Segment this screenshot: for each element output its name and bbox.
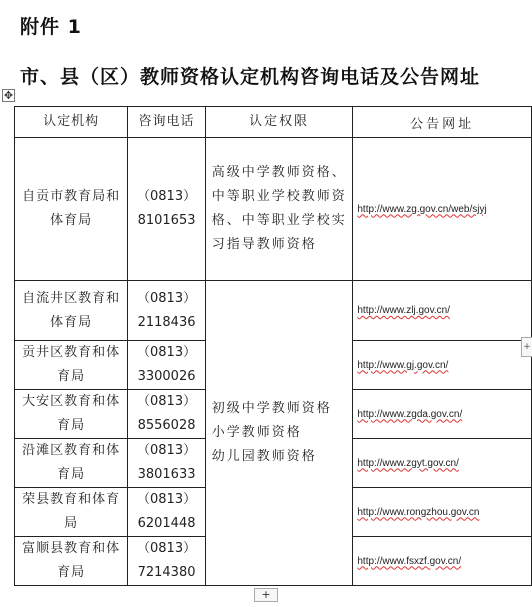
- tel-number: 6201448: [137, 516, 196, 531]
- tel-code: （0813）: [137, 492, 197, 507]
- table-row: [15, 138, 532, 281]
- url-cell: [353, 390, 532, 439]
- url-cell: [353, 341, 532, 390]
- table-header-row: [15, 107, 532, 138]
- tel-cell: [128, 138, 205, 281]
- url-cell: [353, 138, 532, 281]
- org-cell: [15, 138, 128, 281]
- url-link[interactable]: http://www.gj.gov.cn/: [357, 359, 449, 371]
- tel-cell: [128, 537, 205, 586]
- org-name: 自流井区教育和体育局: [22, 290, 121, 330]
- tel-number: 3801633: [137, 467, 196, 482]
- tel-code: （0813）: [137, 541, 197, 556]
- url-cell: [353, 537, 532, 586]
- table-resize-handle-icon[interactable]: +: [521, 337, 532, 357]
- org-name: 贡井区教育和体育局: [22, 345, 121, 384]
- tel-cell: [128, 341, 205, 390]
- authority-cell-county: [205, 281, 353, 586]
- tel-code: （0813）: [137, 443, 197, 458]
- url-link[interactable]: http://www.zgda.gov.cn/: [357, 408, 463, 420]
- authority-item: 小学教师资格: [211, 425, 302, 440]
- org-cell: [15, 390, 128, 439]
- tel-cell: [128, 390, 205, 439]
- header-tel: 咨询电话: [128, 107, 205, 138]
- agency-table: [14, 106, 532, 586]
- url-link[interactable]: http://www.zg.gov.cn/web/sjyj: [357, 203, 487, 215]
- org-name: 自贡市教育局和体育局: [22, 189, 121, 228]
- tel-cell: [128, 488, 205, 537]
- tel-number: 2118436: [137, 314, 196, 330]
- header-org: 认定机构: [15, 107, 128, 138]
- header-authority: 认定权限: [205, 107, 353, 138]
- org-cell: [15, 537, 128, 586]
- tel-number: 3300026: [137, 369, 196, 384]
- org-cell: [15, 341, 128, 390]
- authority-item: 初级中学教师资格: [211, 401, 332, 416]
- url-link[interactable]: http://www.zgyt.gov.cn/: [357, 457, 459, 469]
- org-name: 大安区教育和体育局: [22, 394, 121, 433]
- attachment-label: 附件 1: [20, 16, 82, 38]
- org-name: 富顺县教育和体育局: [22, 541, 121, 580]
- tel-cell: [128, 439, 205, 488]
- tel-cell: [128, 281, 205, 341]
- org-cell: [15, 281, 128, 341]
- tel-number: 8556028: [137, 418, 196, 433]
- authority-item: 幼儿园教师资格: [211, 449, 317, 464]
- authority-cell-city: 高级中学教师资格、中等职业学校教师资格、中等职业学校实习指导教师资格: [205, 138, 353, 281]
- table-row: [15, 281, 532, 341]
- tel-code: （0813）: [137, 290, 197, 306]
- org-name: 沿滩区教育和体育局: [22, 443, 121, 482]
- url-cell: [353, 281, 532, 341]
- header-url: 公告网址: [353, 107, 532, 138]
- table-move-handle-icon[interactable]: ✥: [3, 89, 14, 102]
- org-cell: [15, 439, 128, 488]
- url-link[interactable]: http://www.zlj.gov.cn/: [357, 305, 450, 316]
- add-row-button[interactable]: +: [254, 588, 278, 602]
- tel-code: （0813）: [137, 394, 197, 409]
- tel-code: （0813）: [137, 345, 197, 360]
- url-cell: [353, 439, 532, 488]
- tel-number: 8101653: [137, 213, 196, 228]
- document-title: 市、县（区）教师资格认定机构咨询电话及公告网址: [20, 66, 481, 88]
- org-name: 荣县教育和体育局: [22, 492, 121, 531]
- tel-number: 7214380: [137, 565, 196, 580]
- url-link[interactable]: http://www.rongzhou.gov.cn: [357, 506, 480, 518]
- org-cell: [15, 488, 128, 537]
- url-cell: [353, 488, 532, 537]
- url-link[interactable]: http://www.fsxzf.gov.cn/: [357, 555, 462, 567]
- tel-code: （0813）: [137, 189, 197, 204]
